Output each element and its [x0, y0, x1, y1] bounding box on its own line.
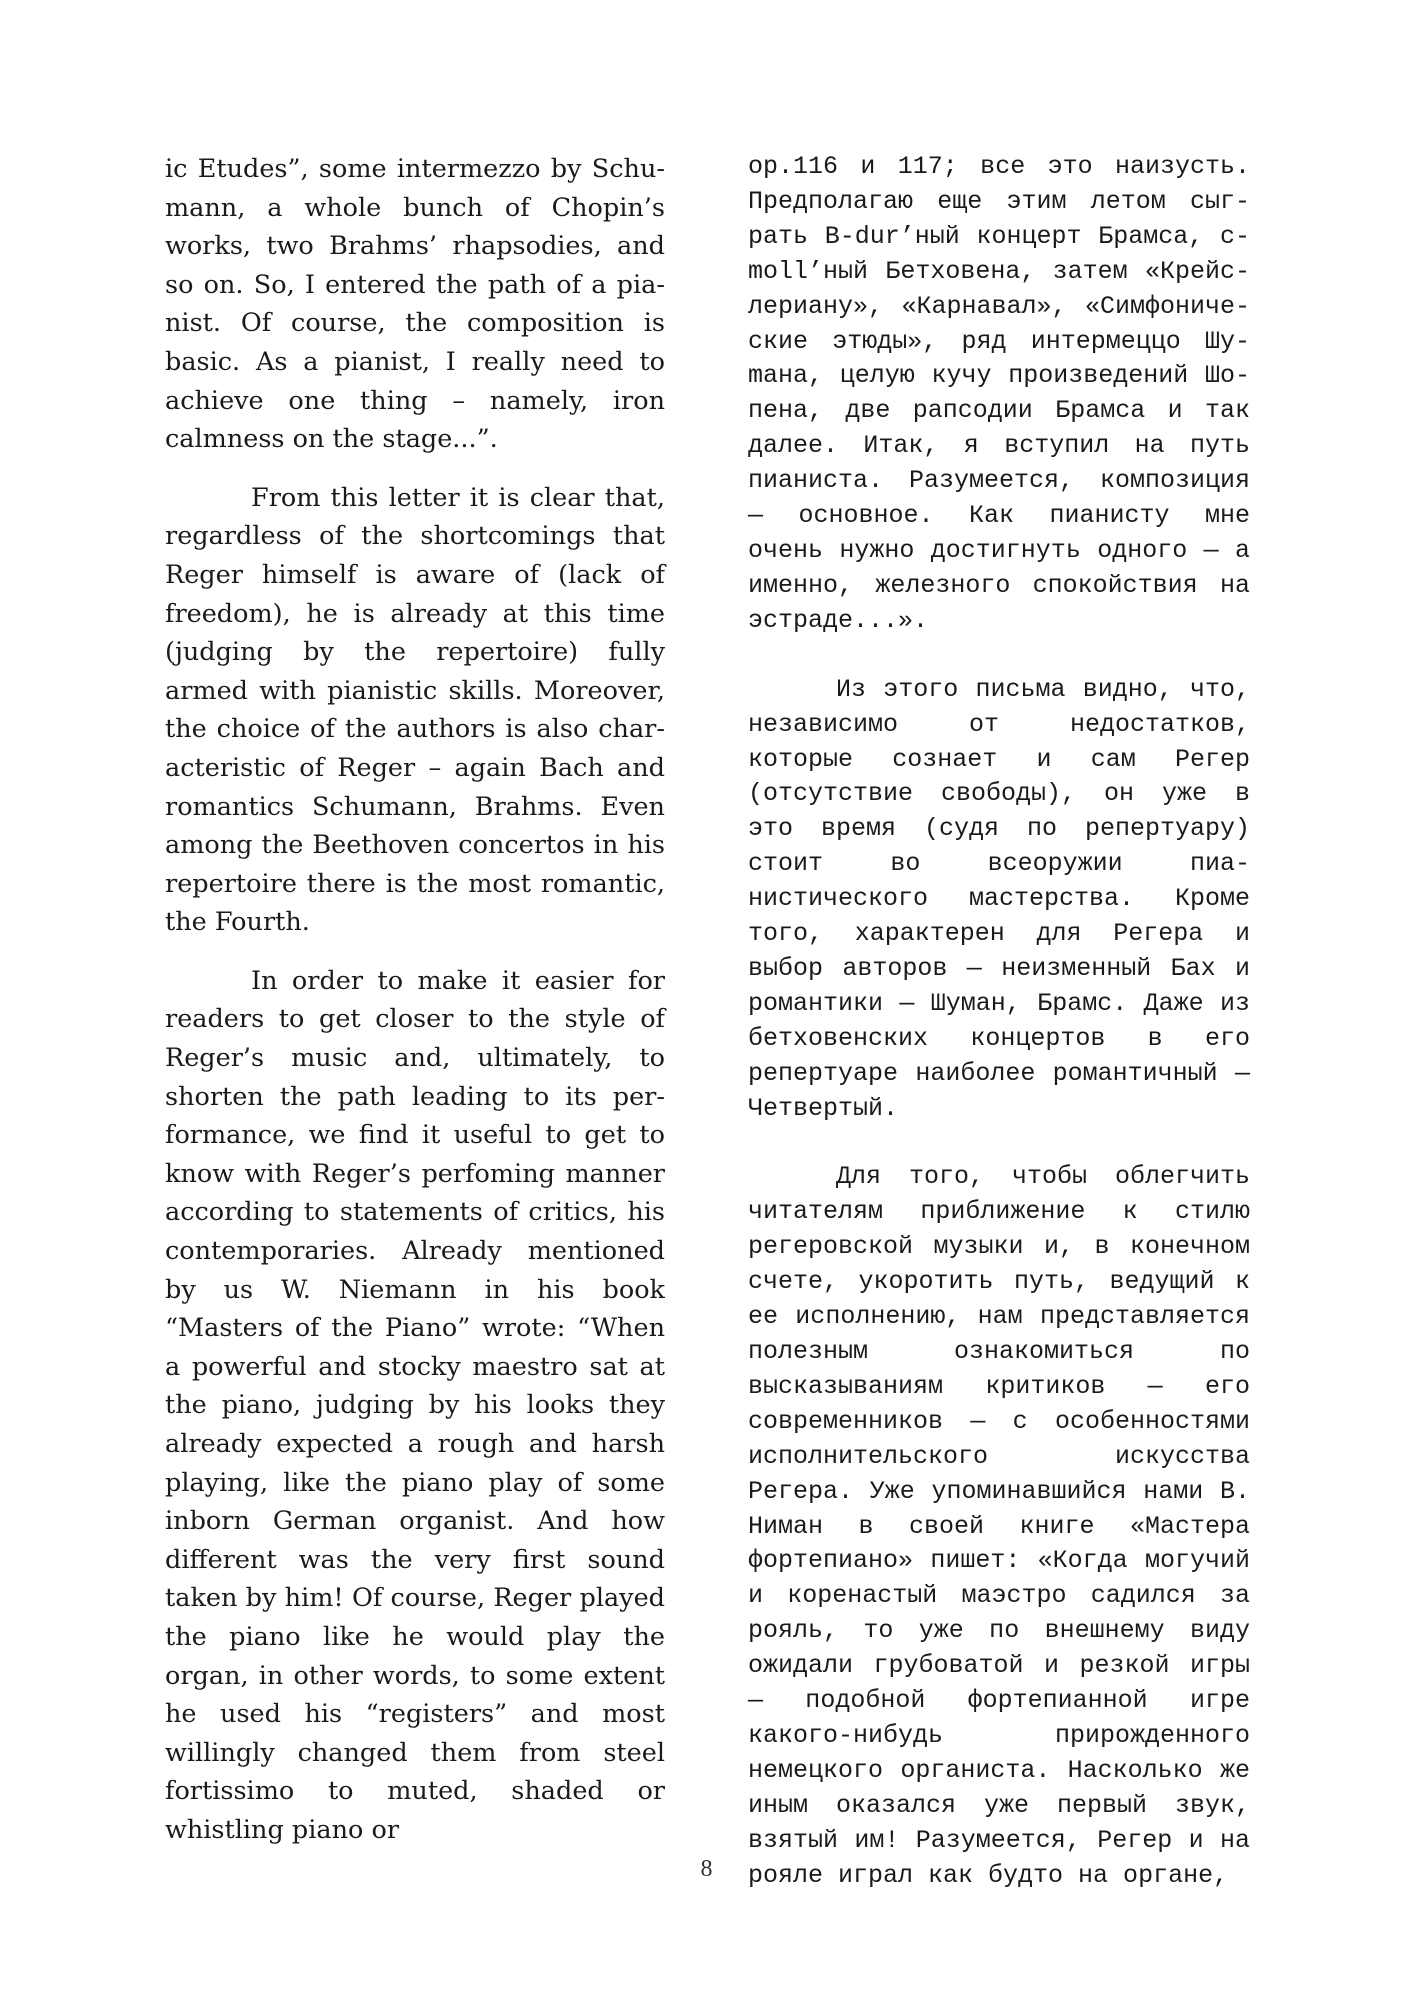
russian-paragraph-3: Для того, чтобы облегчить читателям приближение к стилю регеровской музыки и, в конечном счете, укоротить путь, ведущий к ее исполнению, нам представляется полезным ознакомиться по высказываниям критиков — его современников — с особенностями исполнительского искусства Регера. Уже упоминавшийся нами В. Ниман в своей книге «Мастера фортепиано» пишет: «Когда могучий и коренастый маэстро садился за рояль, то уже по внешнему виду ожидали грубоватой и резкой игры — подобной фортепианной игре какого-нибудь прирожденного немецкого органиста. Насколько же иным оказался уже первый звук, взятый им! Разумеется, Регер и на рояле играл как будто на органе,: [748, 1162, 1250, 1890]
page-number: 8: [700, 1856, 713, 1882]
english-column: [165, 150, 665, 1850]
english-paragraph-2: From this letter it is clear that, regardless of the shortcomings that Reger himself is aware of (lack of freedom), he is already at this time (judging by the repertoire) fully armed with pianistic skills. Moreover, the choice of the authors is also characteristic of Reger – again Bach and romantics Schumann, Brahms. Even among the Beethoven concertos in his repertoire there is the most romantic, the Fourth.: [165, 482, 665, 938]
russian-paragraph-2: Из этого письма видно, что, независимо от недостатков, которые сознает и сам Регер (отсутствие свободы), он уже в это время (судя по репертуару) стоит во всеоружии пианистического мастерства. Кроме того, характерен для Регера и выбор авторов — неизменный Бах и романтики — Шуман, Брамс. Даже из бетховенских концертов в его репертуаре наиболее романтичный — Четвертый.: [748, 674, 1250, 1123]
english-paragraph-1: ic Etudes”, some intermezzo by Schumann, a whole bunch of Chopin’s works, two Brahms’ rhapsodies, and so on. So, I entered the path of a pianist. Of course, the composition is basic. As a pianist, I really need to achieve one thing – namely, iron calmness on the stage...”.: [165, 154, 665, 455]
russian-column: [748, 150, 1250, 1894]
english-paragraph-3: In order to make it easier for readers to get closer to the style of Reger’s music and, ultimately, to shorten the path leading to its performance, we find it useful to get to know with Reger’s perfoming manner according to statements of critics, his contemporaries. Already mentioned by us W. Niemann in his book “Masters of the Piano” wrote: “When a powerful and stocky maestro sat at the piano, judging by his looks they already expected a rough and harsh playing, like the piano play of some inborn German organist. And how different was the very first sound taken by him! Of course, Reger played the piano like he would play the organ, in other words, to some extent he used his “registers” and most willingly changed them from steel fortissimo to muted, shaded or whistling piano or: [165, 965, 665, 1845]
russian-paragraph-1: op.116 и 117; все это наизусть. Предполагаю еще этим летом сыграть B-dur’ный концерт Брамса, c-moll’ный Бетховена, затем «Крейслериану», «Карнавал», «Симфонические этюды», ряд интермеццо Шуmана, целую кучу произведений Шопена, две рапсодии Брамса и так далее. Итак, я вступил на путь пианиста. Разумеется, композиция — основное. Как пианисту мне очень нужно достигнуть одного — а именно, железного спокойствия на эстраде...».: [748, 152, 1250, 635]
